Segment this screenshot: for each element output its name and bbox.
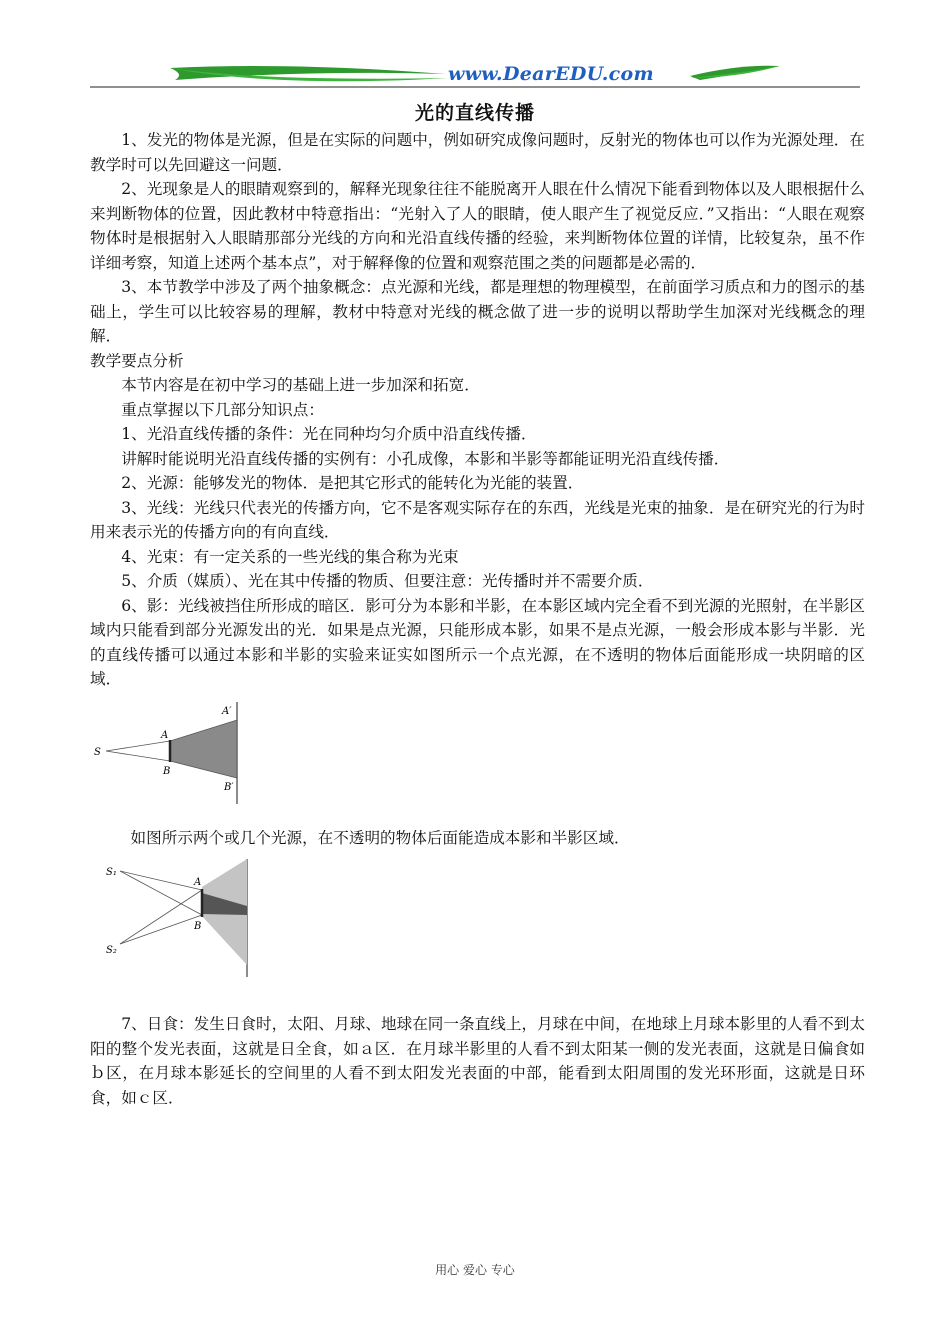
figure-umbra-penumbra (90, 859, 865, 987)
page-title: 光的直线传播 (414, 102, 535, 124)
page-footer: 用心 爱心 专心 (435, 1263, 515, 1277)
site-logo[interactable]: www.DearEDU.com (448, 63, 654, 85)
paragraph-2: 2、光现象是人的眼睛观察到的，解释光现象往往不能脱离开人眼在什么情况下能看到物体以及人眼根据什么来判断物体的位置，因此教材中特意指出：“光射入了人的眼睛，使人眼产生了视觉反应．”又指出：“人眼在观察物体时是根据射入人眼睛那部分光线的方向和光沿直线传播的经验，来判断物体位置的详情，比较复杂，虽不作详细考察，知道上述两个基本点”，对于解释像的位置和观察范围之类的问题都是必需的． (90, 180, 865, 272)
paragraph-5: 重点掌握以下几部分知识点： (121, 400, 324, 419)
figure-umbra-point-source (90, 700, 865, 813)
umbra-diagram (90, 700, 250, 805)
point-5: 5、介质（媒质）、光在其中传播的物质、但要注意：光传播时并不需要介质． (121, 572, 654, 590)
point-7: 7、日食：发生日食时，太阳、月球、地球在同一条直线上，月球在中间，在地球上月球本影里的人看不到太阳的整个发光表面，这就是日全食，如ａ区．在月球半影里的人看不到太阳某一侧的发光表面，这就是日偏食如ｂ区，在月球本影延长的空间里的人看不到太阳发光表面的中部，能看到太阳周围的发光环形面，这就是日环食，如ｃ区． (90, 1015, 865, 1107)
section-heading: 教学要点分析 (90, 351, 184, 370)
figure-2-caption: 如图所示两个或几个光源，在不透明的物体后面能造成本影和半影区域． (130, 829, 630, 847)
point-1-example: 讲解时能说明光沿直线传播的实例有：小孔成像，本影和半影等都能证明光沿直线传播． (121, 449, 730, 468)
paragraph-1: 1、发光的物体是光源，但是在实际的问题中，例如研究成像问题时，反射光的物体也可以作为光源处理．在教学时可以先回避这一问题． (90, 131, 865, 174)
point-2: 2、光源：能够发光的物体．是把其它形式的能转化为光能的装置． (121, 474, 584, 492)
point-6: 6、影：光线被挡住所形成的暗区．影可分为本影和半影，在本影区域内完全看不到光源的光照射，在半影区域内只能看到部分光源发出的光．如果是点光源，只能形成本影，如果不是点光源，一般会形成本影与半影．光的直线传播可以通过本影和半影的实验来证实如图所示一个点光源，在不透明的物体后面能形成一块阴暗的区域． (90, 596, 865, 688)
label-s2: S₂ (106, 944, 117, 956)
label-a-prime: A′ (222, 705, 232, 717)
label-a: A (161, 729, 169, 741)
document-body (90, 128, 865, 1110)
label-b-prime: B′ (224, 781, 234, 793)
penumbra-diagram (90, 859, 255, 979)
label-a: A (194, 876, 202, 888)
label-s: S (94, 746, 101, 758)
site-header (90, 56, 860, 96)
point-1: 1、光沿直线传播的条件：光在同种均匀介质中沿直线传播． (121, 425, 537, 443)
label-b: B (194, 920, 202, 932)
point-4: 4、光束：有一定关系的一些光线的集合称为光束 (121, 547, 459, 566)
paragraph-4: 本节内容是在初中学习的基础上进一步加深和拓宽． (121, 376, 480, 394)
right-leaf (690, 66, 780, 80)
label-b: B (163, 765, 171, 777)
paragraph-3: 3、本节教学中涉及了两个抽象概念：点光源和光线，都是理想的物理模型，在前面学习质点和力的图示的基础上，学生可以比较容易的理解，教材中特意对光线的概念做了进一步的说明以帮助学生加深对光线概念的理解． (90, 278, 865, 345)
point-3: 3、光线：光线只代表光的传播方向，它不是客观实际存在的东西，光线是光束的抽象．是在研究光的行为时用来表示光的传播方向的有向直线． (90, 498, 865, 541)
label-s1: S₁ (106, 866, 117, 878)
